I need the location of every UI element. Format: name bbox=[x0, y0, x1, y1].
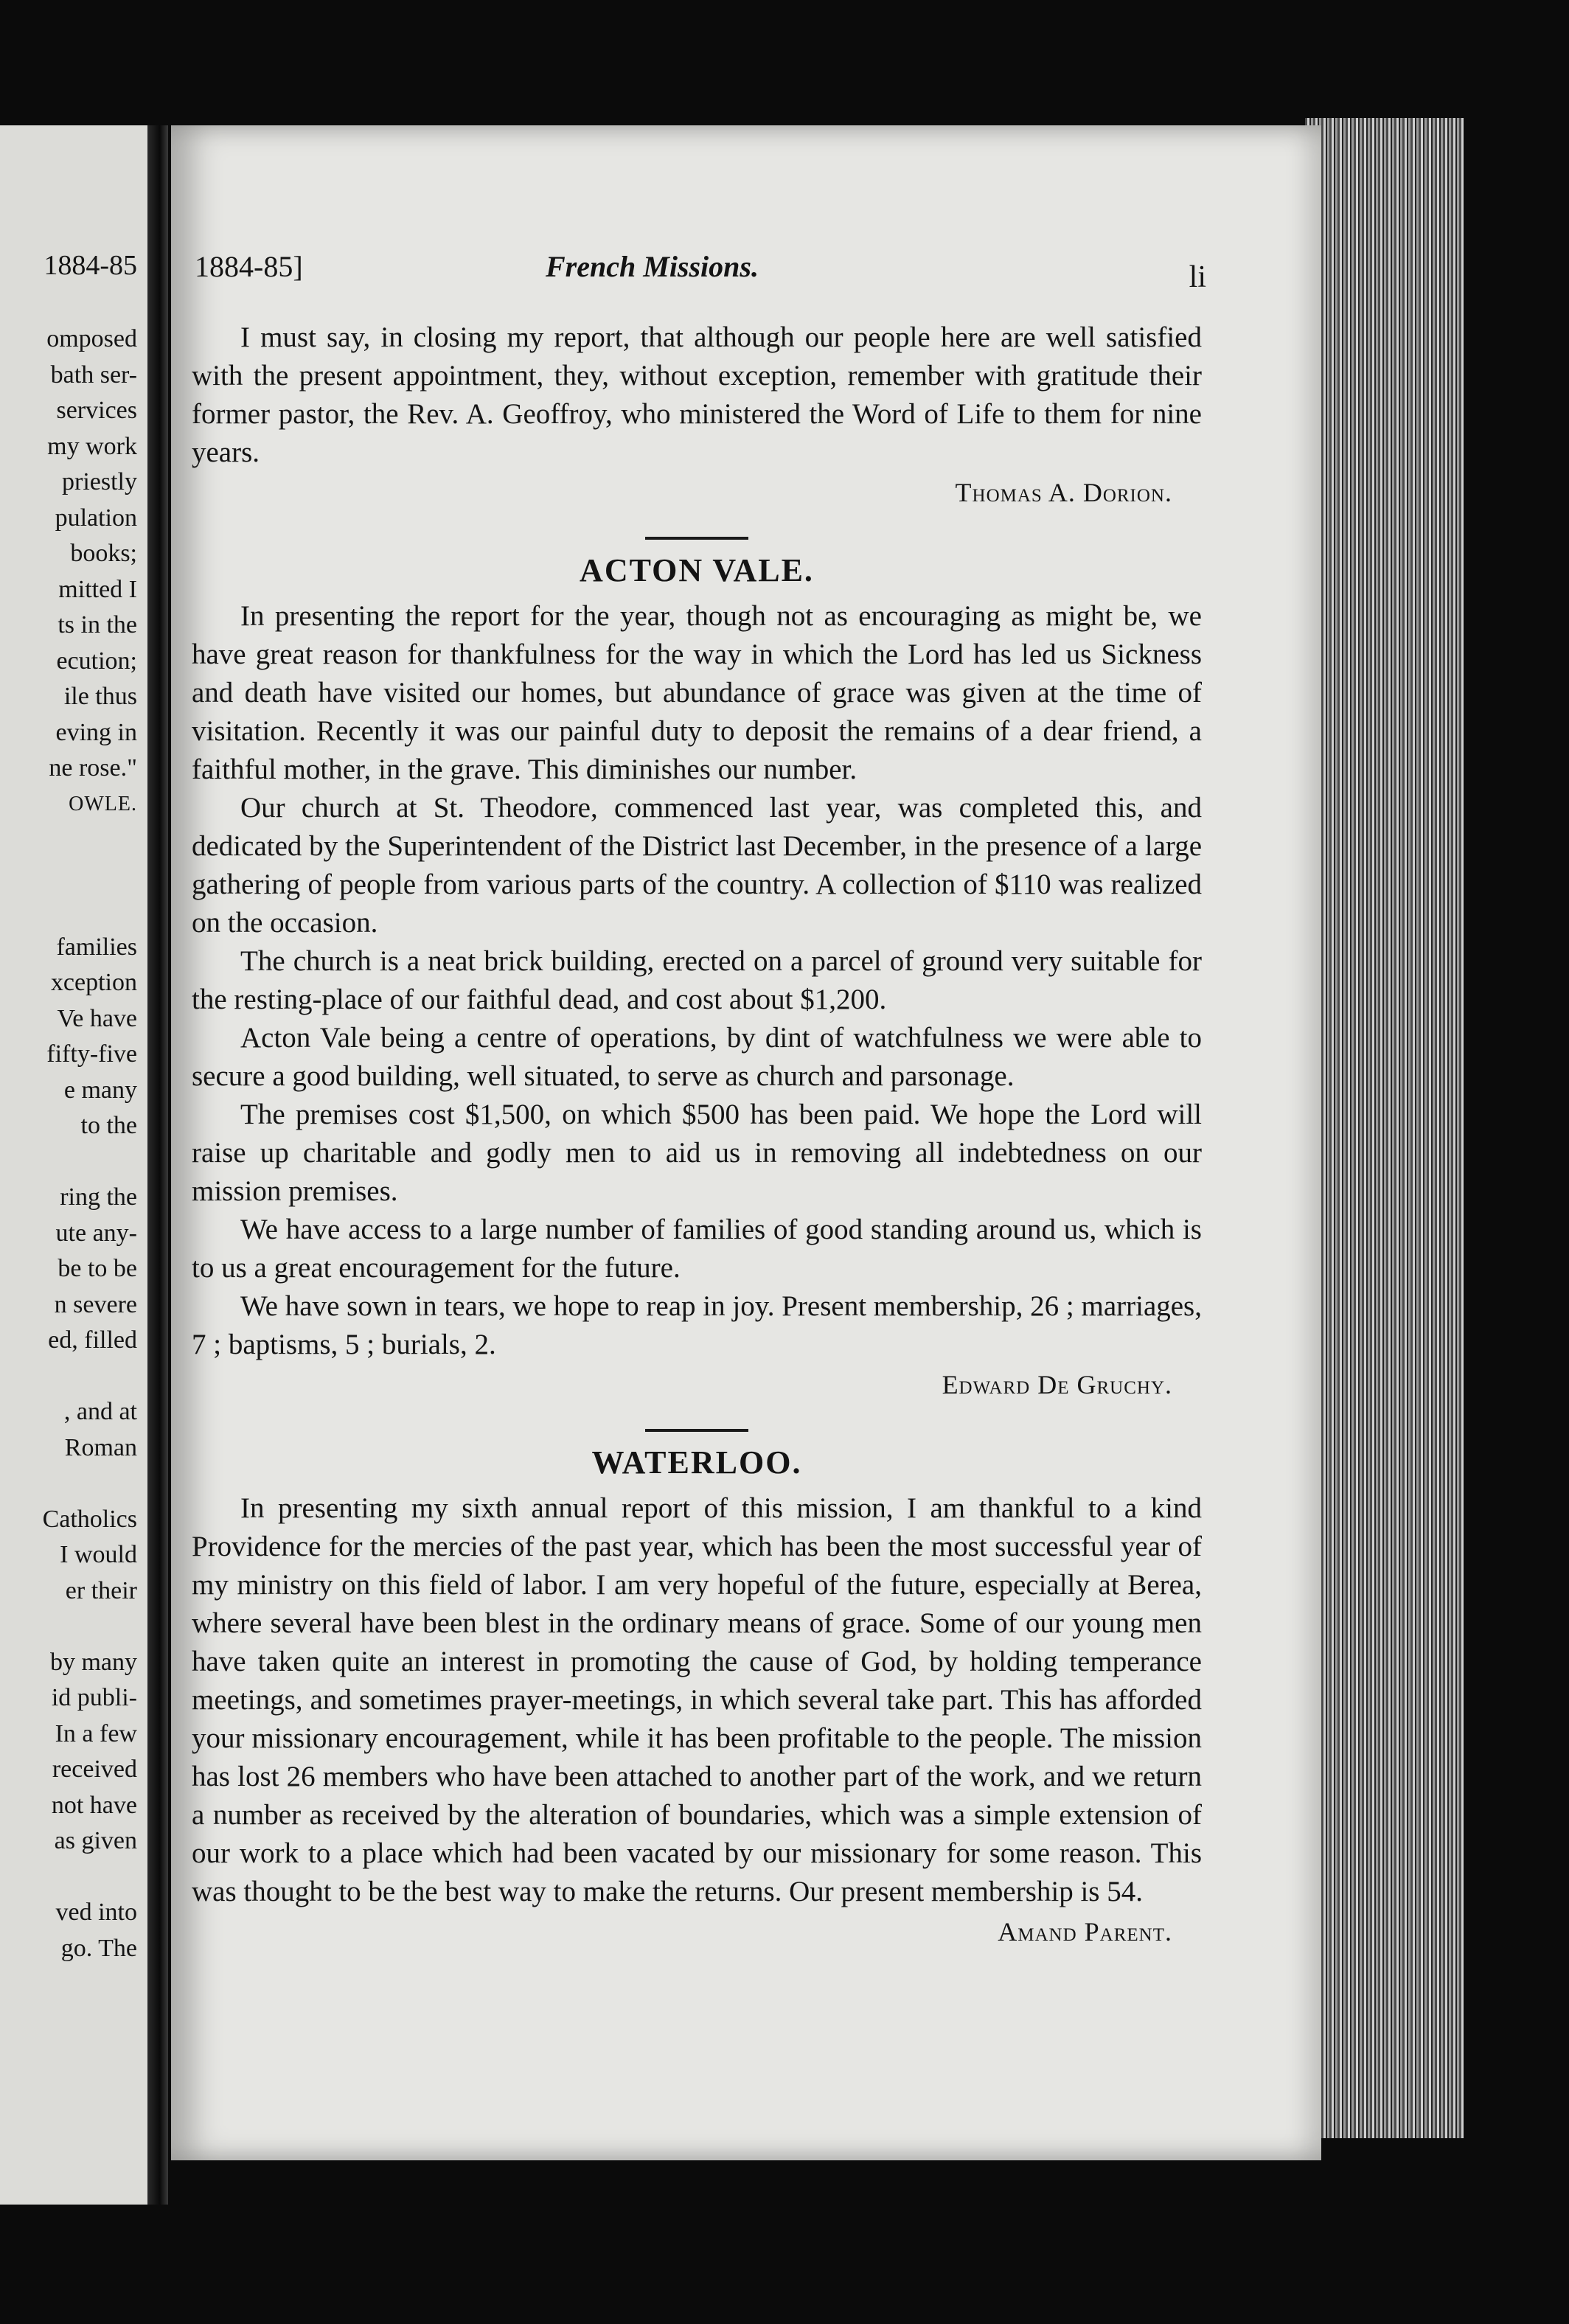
left-page-line: ute any- bbox=[55, 1219, 137, 1247]
left-page-line: e many bbox=[63, 1076, 137, 1104]
left-page-line: as given bbox=[54, 1827, 137, 1854]
signature: Amand Parent. bbox=[998, 1917, 1172, 1946]
left-page-line: Catholics bbox=[42, 1505, 137, 1533]
left-page-line: ring the bbox=[60, 1183, 137, 1211]
section-previous-report bbox=[192, 319, 1202, 512]
running-head-year: 1884-85] bbox=[195, 250, 303, 283]
left-page-line: by many bbox=[49, 1648, 137, 1676]
facing-left-page bbox=[0, 125, 147, 2205]
signature: Thomas A. Dorion. bbox=[955, 478, 1172, 507]
left-page-line: go. The bbox=[60, 1934, 137, 1962]
left-page-line: id publi- bbox=[51, 1684, 137, 1711]
book-gutter bbox=[147, 125, 168, 2205]
left-page-line: omposed bbox=[46, 325, 137, 352]
paragraph: The premises cost $1,500, on which $500 has been paid. We hope the Lord will raise up charitable and godly men to aid us in removing all indebtedness on our mission premises. bbox=[192, 1099, 1202, 1207]
section-title: ACTON VALE. bbox=[580, 552, 814, 588]
paragraph: I must say, in closing my report, that although our people here are well satisfied with the present appointment, they, without exception, remember with gratitude their former pastor, the Rev. A. Geoffroy, who ministered the Word of Life to them for nine years. bbox=[192, 321, 1202, 468]
left-page-line: ved into bbox=[55, 1899, 137, 1926]
left-page-line: bath ser- bbox=[50, 361, 137, 389]
paragraph: Acton Vale being a centre of operations, by dint of watchfulness we were able to secure a good building, well situated, to serve as church and parsonage. bbox=[192, 1022, 1202, 1092]
left-page-line: OWLE. bbox=[69, 792, 137, 815]
left-page-line: , and at bbox=[63, 1398, 137, 1425]
left-page-line: I would bbox=[60, 1541, 137, 1568]
left-page-header: 1884-85 bbox=[44, 250, 137, 281]
left-page-line: be to be bbox=[58, 1255, 137, 1282]
left-page-line: ne rose." bbox=[49, 754, 137, 782]
left-page-line: received bbox=[52, 1756, 137, 1783]
running-head bbox=[192, 249, 1206, 308]
left-page-line: to the bbox=[80, 1112, 137, 1139]
left-page-line: xception bbox=[50, 969, 137, 996]
left-page-line: ed, filled bbox=[48, 1326, 137, 1354]
section-divider bbox=[645, 537, 748, 540]
left-page-line: n severe bbox=[54, 1290, 137, 1318]
left-page-line: books; bbox=[70, 540, 137, 567]
section-waterloo bbox=[192, 1442, 1202, 1951]
left-page-line: fifty-five bbox=[46, 1040, 137, 1068]
left-page-line: In a few bbox=[55, 1719, 137, 1747]
left-page-line: eving in bbox=[55, 718, 137, 746]
paragraph: In presenting the report for the year, though not as encouraging as might be, we have great reason for thankfulness for the way in which the Lord has led us Sickness and death have visited our homes, but abundance of grace was given at the time of visitation. Recently it was our painful duty to deposit the remains of a dear friend, a faithful mother, in the grave. This diminishes our number. bbox=[192, 600, 1202, 785]
page-number: li bbox=[1189, 260, 1206, 294]
right-page bbox=[171, 125, 1321, 2160]
page-edge-stack bbox=[1305, 118, 1464, 2138]
paragraph: In presenting my sixth annual report of this mission, I am thankful to a kind Providence for the mercies of the past year, which has been the most successful year of my ministry on this field of labor. I am very hopeful of the future, especially at Berea, where several have been blest in the ordinary means of grace. Some of our young men have taken quite an interest in promoting the cause of God, by holding temperance meetings, and sometimes prayer-meetings, in which several take part. This has afforded your missionary encouragement, while it has been profitable to the people. The mission has lost 26 members who have been attached to another part of the work, and we return a number as received by the alteration of boundaries, which was a simple extension of our work to a place which had been vacated by our missionary for some reason. This was thought to be the best way to make the returns. Our present membership is 54. bbox=[192, 1492, 1202, 1907]
left-page-line: my work bbox=[47, 432, 137, 460]
left-page-line: mitted I bbox=[58, 575, 137, 603]
left-page-line: ecution; bbox=[56, 647, 137, 675]
paragraph: We have sown in tears, we hope to reap in joy. Present membership, 26 ; marriages, 7 ; baptisms, 5 ; burials, 2. bbox=[192, 1290, 1202, 1360]
left-page-line: ile thus bbox=[63, 683, 137, 710]
left-page-line: pulation bbox=[55, 504, 137, 532]
paragraph: Our church at St. Theodore, commenced last year, was completed this, and dedicated by the Superintendent of the District last December, in the presence of a large gathering of people from various parts of the country. A collection of $110 was realized on the occasion. bbox=[192, 792, 1202, 939]
left-page-line: er their bbox=[65, 1576, 137, 1604]
running-head-title: French Missions. bbox=[546, 250, 759, 283]
signature: Edward De Gruchy. bbox=[942, 1370, 1172, 1399]
left-page-line: ts in the bbox=[58, 611, 137, 639]
section-divider bbox=[645, 1429, 748, 1432]
paragraph: We have access to a large number of families of good standing around us, which is to us a great encouragement for the future. bbox=[192, 1214, 1202, 1284]
section-acton-vale bbox=[192, 550, 1202, 1404]
page-content bbox=[192, 249, 1206, 1951]
left-page-line: families bbox=[56, 933, 137, 961]
paragraph: The church is a neat brick building, erected on a parcel of ground very suitable for the resting-place of our faithful dead, and cost about $1,200. bbox=[192, 945, 1202, 1015]
left-page-line: Ve have bbox=[57, 1004, 137, 1032]
left-page-line: priestly bbox=[62, 468, 137, 495]
left-page-line: Roman bbox=[64, 1433, 137, 1461]
left-page-line: not have bbox=[51, 1791, 137, 1819]
left-page-line: services bbox=[56, 397, 137, 424]
section-title: WATERLOO. bbox=[591, 1444, 802, 1481]
